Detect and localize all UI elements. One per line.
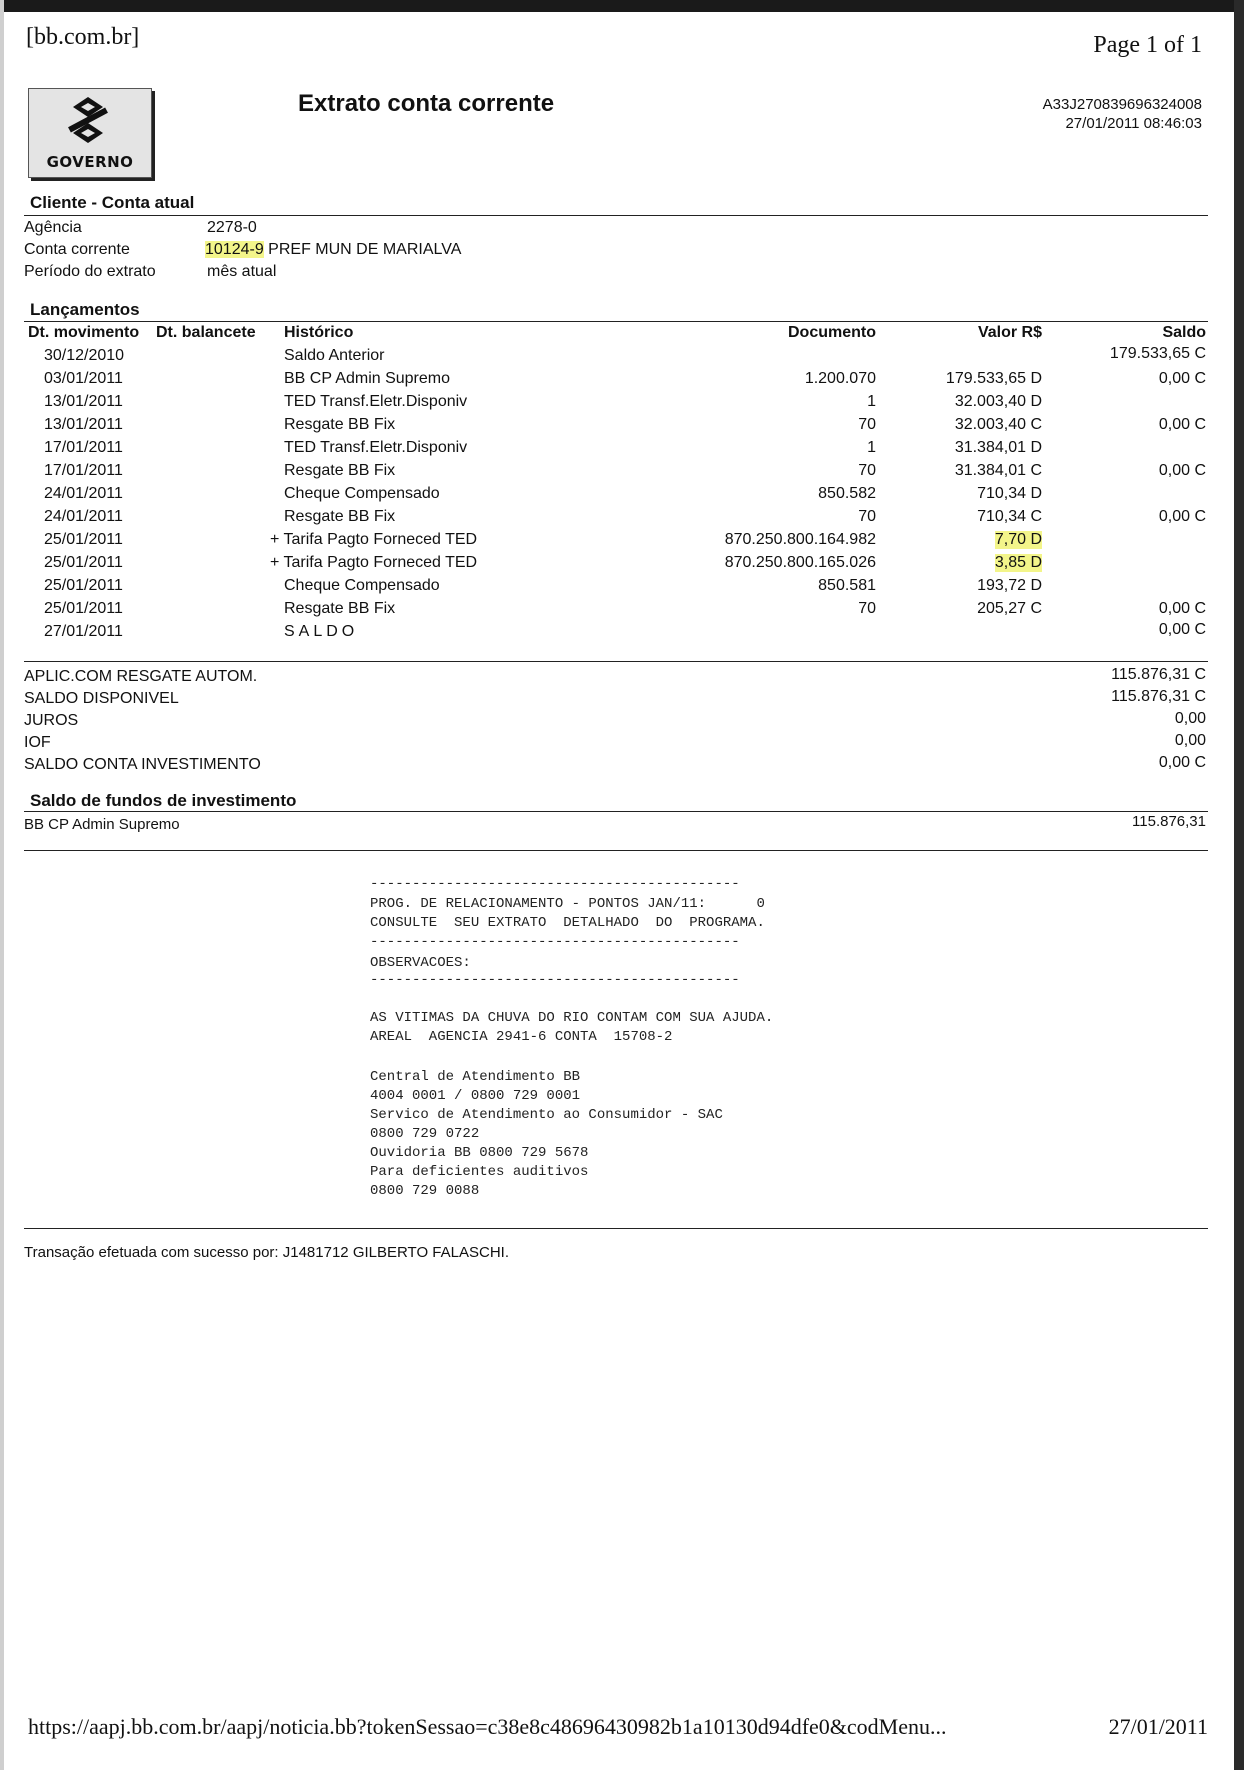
row-documento: 850.581	[818, 577, 876, 594]
message-areal: AREAL AGENCIA 2941-6 CONTA 15708-2	[370, 1029, 673, 1045]
message-dashes: --------------------------------------------	[370, 972, 740, 988]
row-date: 03/01/2011	[44, 370, 123, 387]
message-ouvidoria: Ouvidoria BB 0800 729 5678	[370, 1145, 589, 1161]
row-historico: + Tarifa Pagto Forneced TED	[270, 554, 478, 571]
divider	[24, 1228, 1208, 1229]
document-code: A33J270839696324008	[1042, 96, 1202, 113]
summary-value: 115.876,31 C	[1111, 666, 1206, 683]
divider	[24, 661, 1208, 662]
row-saldo: 0,00 C	[1158, 600, 1206, 617]
conta-value	[205, 241, 461, 259]
print-date: 27/01/2011	[1108, 1714, 1208, 1739]
row-saldo: 0,00 C	[1158, 416, 1206, 433]
cliente-section-title: Cliente - Conta atual	[30, 193, 195, 212]
divider	[24, 850, 1208, 851]
row-documento: 70	[858, 600, 876, 617]
periodo-label: Período do extrato	[24, 263, 156, 280]
row-documento: 850.582	[818, 485, 876, 502]
row-date: 24/01/2011	[44, 485, 123, 502]
agencia-label: Agência	[24, 219, 82, 236]
summary-label: IOF	[24, 734, 51, 751]
divider	[24, 215, 1208, 216]
document-datetime: 27/01/2011 08:46:03	[1065, 115, 1202, 132]
row-date: 25/01/2011	[44, 531, 123, 548]
col-dt-movimento: Dt. movimento	[28, 324, 140, 341]
message-deficientes: Para deficientes auditivos	[370, 1164, 589, 1180]
row-date: 27/01/2011	[44, 623, 123, 640]
table-row	[0, 554, 1244, 577]
row-valor: 31.384,01 C	[954, 462, 1042, 479]
row-historico: Resgate BB Fix	[284, 600, 396, 617]
row-saldo: 179.533,65 C	[1109, 345, 1206, 362]
summary-value: 0,00	[1174, 732, 1206, 749]
table-row	[0, 623, 1244, 646]
row-historico: BB CP Admin Supremo	[284, 370, 451, 387]
row-documento: 1	[867, 393, 876, 410]
row-historico: Cheque Compensado	[284, 577, 440, 594]
agencia-value: 2278-0	[207, 219, 257, 236]
conta-number: 10124-9	[205, 241, 264, 258]
row-historico: Resgate BB Fix	[284, 462, 396, 479]
row-date: 17/01/2011	[44, 439, 123, 456]
row-historico: Cheque Compensado	[284, 485, 440, 502]
message-consulte: CONSULTE SEU EXTRATO DETALHADO DO PROGRAMA.	[370, 915, 765, 931]
row-historico: TED Transf.Eletr.Disponiv	[284, 439, 468, 456]
summary-label: APLIC.COM RESGATE AUTOM.	[24, 668, 258, 685]
message-vitimas: AS VITIMAS DA CHUVA DO RIO CONTAM COM SUA AJUDA.	[370, 1010, 774, 1026]
summary-row	[0, 732, 1244, 754]
summary-row	[0, 754, 1244, 776]
periodo-value: mês atual	[207, 263, 277, 280]
summary-value: 0,00	[1174, 710, 1206, 727]
summary-row	[0, 710, 1244, 732]
scan-left-edge	[0, 0, 4, 1770]
bb-logo-icon	[59, 95, 117, 145]
message-dashes: --------------------------------------------	[370, 876, 740, 892]
col-valor: Valor R$	[977, 324, 1042, 341]
row-date: 13/01/2011	[44, 416, 123, 433]
page-url: https://aapj.bb.com.br/aapj/noticia.bb?tokenSessao=c38e8c48696430982b1a10130d94dfe0&codMenu...	[28, 1714, 947, 1739]
row-historico: Saldo Anterior	[284, 347, 385, 364]
transacao-footer: Transação efetuada com sucesso por: J1481712 GILBERTO FALASCHI.	[24, 1244, 509, 1261]
row-historico: Resgate BB Fix	[284, 416, 396, 433]
message-dashes: --------------------------------------------	[370, 934, 740, 950]
col-dt-balancete: Dt. balancete	[156, 324, 256, 341]
summary-label: SALDO CONTA INVESTIMENTO	[24, 756, 261, 773]
row-date: 13/01/2011	[44, 393, 123, 410]
row-valor: 193,72 D	[977, 577, 1042, 594]
row-valor-highlighted: 3,85 D	[994, 554, 1042, 571]
summary-label: JUROS	[24, 712, 79, 729]
message-sac-phone: 0800 729 0722	[370, 1126, 480, 1142]
table-row	[0, 370, 1244, 393]
row-documento: 70	[858, 462, 876, 479]
row-valor: 32.003,40 D	[954, 393, 1042, 410]
table-row	[0, 462, 1244, 485]
row-date: 30/12/2010	[44, 347, 125, 364]
summary-value: 115.876,31 C	[1111, 688, 1206, 705]
logo-governo-text: GOVERNO	[46, 153, 134, 171]
row-saldo: 0,00 C	[1158, 508, 1206, 525]
conta-name: PREF MUN DE MARIALVA	[268, 241, 462, 258]
summary-value: 0,00 C	[1158, 754, 1206, 771]
fundo-value: 115.876,31	[1132, 813, 1206, 830]
row-date: 25/01/2011	[44, 577, 123, 594]
row-valor: 710,34 C	[977, 508, 1042, 525]
row-date: 25/01/2011	[44, 600, 123, 617]
row-date: 24/01/2011	[44, 508, 123, 525]
message-sac: Servico de Atendimento ao Consumidor - SAC	[370, 1107, 723, 1123]
table-row	[0, 577, 1244, 600]
lancamentos-section-title: Lançamentos	[30, 300, 140, 319]
summary-label: SALDO DISPONIVEL	[24, 690, 179, 707]
scan-top-border	[0, 0, 1244, 12]
row-historico: SALDO	[284, 623, 359, 640]
row-documento: 870.250.800.165.026	[724, 554, 876, 571]
fundos-section-title: Saldo de fundos de investimento	[30, 791, 297, 810]
col-historico: Histórico	[284, 324, 354, 341]
message-deficientes-phone: 0800 729 0088	[370, 1183, 480, 1199]
row-historico: TED Transf.Eletr.Disponiv	[284, 393, 468, 410]
message-central: Central de Atendimento BB	[370, 1069, 581, 1085]
row-valor: 710,34 D	[977, 485, 1042, 502]
divider	[24, 321, 1208, 322]
row-documento: 70	[858, 416, 876, 433]
row-valor: 205,27 C	[977, 600, 1042, 617]
scan-right-border	[1234, 0, 1244, 1770]
row-valor-highlighted: 7,70 D	[994, 531, 1042, 548]
table-row	[0, 485, 1244, 508]
summary-row	[0, 688, 1244, 710]
table-row	[0, 393, 1244, 416]
row-historico: Resgate BB Fix	[284, 508, 396, 525]
summary-row	[0, 666, 1244, 688]
bank-logo	[28, 88, 152, 178]
message-observacoes: OBSERVACOES:	[370, 955, 471, 971]
row-saldo: 0,00 C	[1158, 621, 1206, 638]
row-valor: 179.533,65 D	[945, 370, 1042, 387]
row-documento: 1.200.070	[804, 370, 876, 387]
row-date: 25/01/2011	[44, 554, 123, 571]
row-valor: 31.384,01 D	[954, 439, 1042, 456]
col-documento: Documento	[788, 324, 876, 341]
row-valor: 32.003,40 C	[954, 416, 1042, 433]
fundo-label: BB CP Admin Supremo	[24, 816, 180, 833]
message-central-phones: 4004 0001 / 0800 729 0001	[370, 1088, 581, 1104]
site-header: [bb.com.br]	[26, 24, 140, 50]
table-row	[0, 531, 1244, 554]
page-number: Page 1 of 1	[1093, 32, 1202, 58]
row-historico: + Tarifa Pagto Forneced TED	[270, 531, 478, 548]
table-row	[0, 439, 1244, 462]
row-saldo: 0,00 C	[1158, 462, 1206, 479]
table-row	[0, 347, 1244, 370]
divider	[24, 811, 1208, 812]
document-id-block	[1043, 95, 1202, 133]
conta-label: Conta corrente	[24, 241, 130, 258]
row-documento: 1	[867, 439, 876, 456]
row-documento: 870.250.800.164.982	[724, 531, 876, 548]
document-title: Extrato conta corrente	[298, 90, 555, 117]
table-row	[0, 508, 1244, 531]
row-saldo: 0,00 C	[1158, 370, 1206, 387]
col-saldo: Saldo	[1162, 324, 1206, 341]
message-prog: PROG. DE RELACIONAMENTO - PONTOS JAN/11: 0	[370, 896, 765, 912]
row-documento: 70	[858, 508, 876, 525]
table-row	[0, 416, 1244, 439]
table-row	[0, 600, 1244, 623]
row-date: 17/01/2011	[44, 462, 123, 479]
